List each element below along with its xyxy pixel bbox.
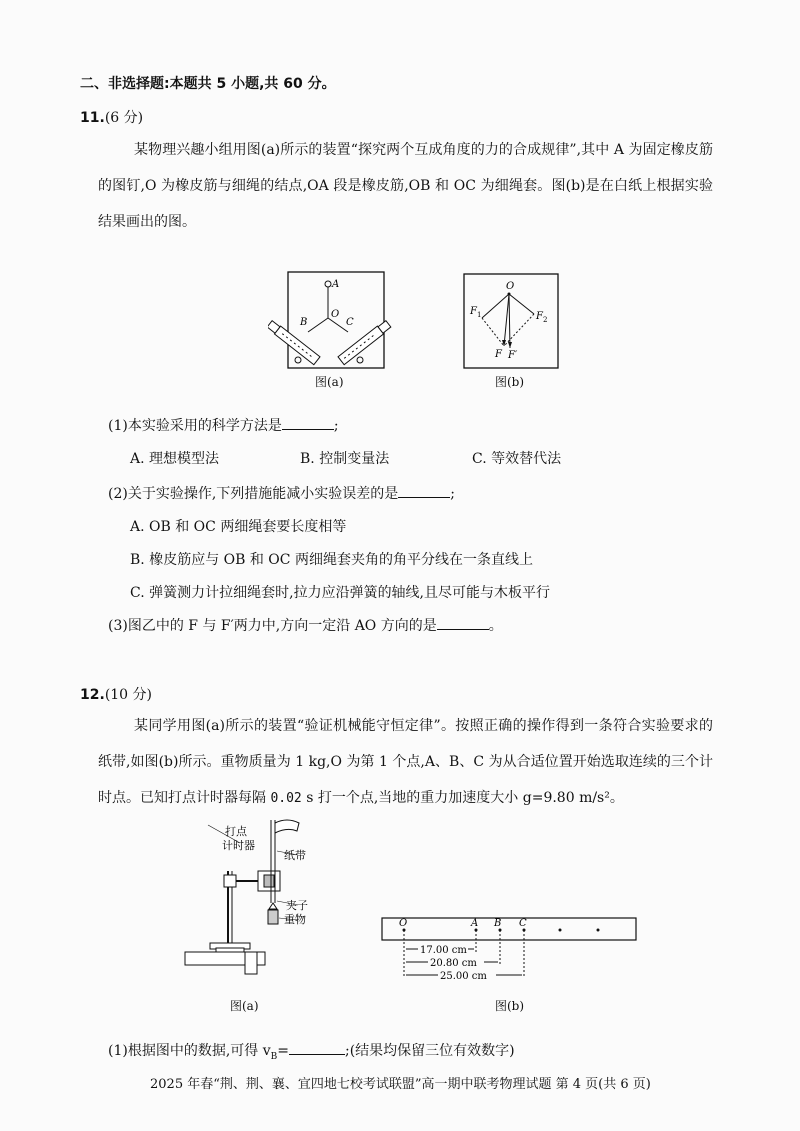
q12-figure-b-caption: 图(b): [495, 999, 525, 1013]
intro-part-2: s 打一个点,当地的重力加速度大小 g=9.80 m/s²。: [301, 790, 624, 806]
label-f1: F: [470, 306, 477, 317]
sub3-text: (3)图乙中的 F 与 F′两力中,方向一定沿 AO 方向的是: [108, 618, 437, 634]
label-c: C: [346, 317, 354, 328]
page-footer: 2025 年春“荆、荆、襄、宜四地七校考试联盟”高一期中联考物理试题 第 4 页(共 6 页): [150, 1077, 651, 1092]
label-f: F: [495, 349, 502, 360]
sub1-end: ;(结果均保留三位有效数字): [345, 1043, 515, 1059]
q11-sub1-option-a: A. 理想模型法: [130, 451, 220, 467]
question-12-intro: [98, 708, 713, 817]
question-11-intro: 某物理兴趣小组用图(a)所示的装置“探究两个互成角度的力的合成规律”,其中 A 为固定橡皮筋的图钉,O 为橡皮筋与细绳的结点,OA 段是橡皮筋,OB 和 OC 为细绳套。图(b)是在白纸上根据实验结果画出的图。: [98, 142, 713, 230]
q11-sub1-option-c: C. 等效替代法: [472, 451, 562, 467]
q11-sub2-option-a: A. OB 和 OC 两细绳套要长度相等: [130, 519, 347, 535]
label-f2-sub: 2: [543, 316, 548, 324]
q11-sub2-stem: [108, 483, 455, 503]
distance-oc: 25.00 cm: [440, 971, 487, 982]
sub1-end: ;: [333, 418, 339, 434]
label-o: O: [331, 309, 340, 320]
question-score: (10 分): [104, 687, 153, 703]
point-b: B: [494, 918, 502, 929]
q11-sub2-option-c: C. 弹簧测力计拉细绳套时,拉力应沿弹簧的轴线,且尽可能与木板平行: [130, 585, 551, 601]
label-f2: F: [536, 311, 543, 322]
q11-figure-b: [462, 272, 562, 370]
sub1-text: (1)本实验采用的科学方法是: [108, 418, 282, 434]
answer-blank[interactable]: [437, 615, 489, 630]
answer-blank[interactable]: [282, 415, 334, 430]
label-f-prime: F′: [508, 350, 518, 361]
label-timer-1: 打点: [225, 825, 247, 838]
distance-oa: 17.00 cm: [420, 945, 467, 956]
label-tape: 纸带: [284, 849, 306, 862]
label-a: A: [332, 279, 340, 290]
point-c: C: [519, 918, 527, 929]
label-clip: 夹子: [286, 899, 308, 912]
q12-figure-b: [380, 912, 640, 982]
point-o: O: [399, 918, 408, 929]
distance-ob: 20.80 cm: [430, 958, 477, 969]
point-a: A: [471, 918, 479, 929]
question-score: (6 分): [104, 110, 144, 126]
question-number: 11.: [80, 110, 105, 126]
section-title: 二、非选择题:本题共 5 小题,共 60 分。: [80, 76, 336, 92]
label-b: B: [300, 317, 308, 328]
q11-sub1-option-b: B. 控制变量法: [300, 451, 390, 467]
question-number: 12.: [80, 687, 105, 703]
interval-value: 0.02: [270, 791, 302, 806]
label-weight: 重物: [284, 913, 306, 926]
q12-figure-a-caption: 图(a): [230, 999, 259, 1013]
sub2-end: ;: [450, 486, 455, 502]
sub2-text: (2)关于实验操作,下列措施能减小实验误差的是: [108, 486, 399, 502]
label-o: O: [506, 281, 515, 292]
q11-sub1-stem: [108, 415, 339, 435]
question-11-header: [80, 107, 143, 127]
question-12-header: [80, 684, 152, 704]
label-timer-2: 计时器: [222, 839, 255, 852]
sub1-text: (1)根据图中的数据,可得 v: [108, 1043, 271, 1059]
label-f1-sub: 1: [477, 311, 482, 319]
q11-sub3-stem: [108, 615, 503, 635]
q11-figure-a-caption: 图(a): [315, 375, 344, 389]
q11-sub2-option-b: B. 橡皮筋应与 OB 和 OC 两细绳套夹角的角平分线在一条直线上: [130, 552, 533, 568]
q12-sub1-stem: [108, 1040, 515, 1062]
answer-blank[interactable]: [289, 1040, 345, 1055]
answer-blank[interactable]: [398, 483, 450, 498]
q12-figure-a: [180, 815, 320, 975]
q11-figure-a: [268, 270, 398, 380]
sub3-end: 。: [488, 618, 503, 634]
subscript-b: B: [270, 1051, 278, 1062]
sub1-equals: =: [277, 1043, 289, 1059]
q11-figure-b-caption: 图(b): [495, 375, 525, 389]
intro-part-1: 某同学用图(a)所示的装置“验证机械能守恒定律”。按照正确的操作得到一条符合实验要求的纸带,如图(b)所示。重物质量为 1 kg,O 为第 1 个点,A、B、C 为从合适位置开始选取连续的三个计时点。已知打点计时器每隔: [98, 718, 713, 806]
